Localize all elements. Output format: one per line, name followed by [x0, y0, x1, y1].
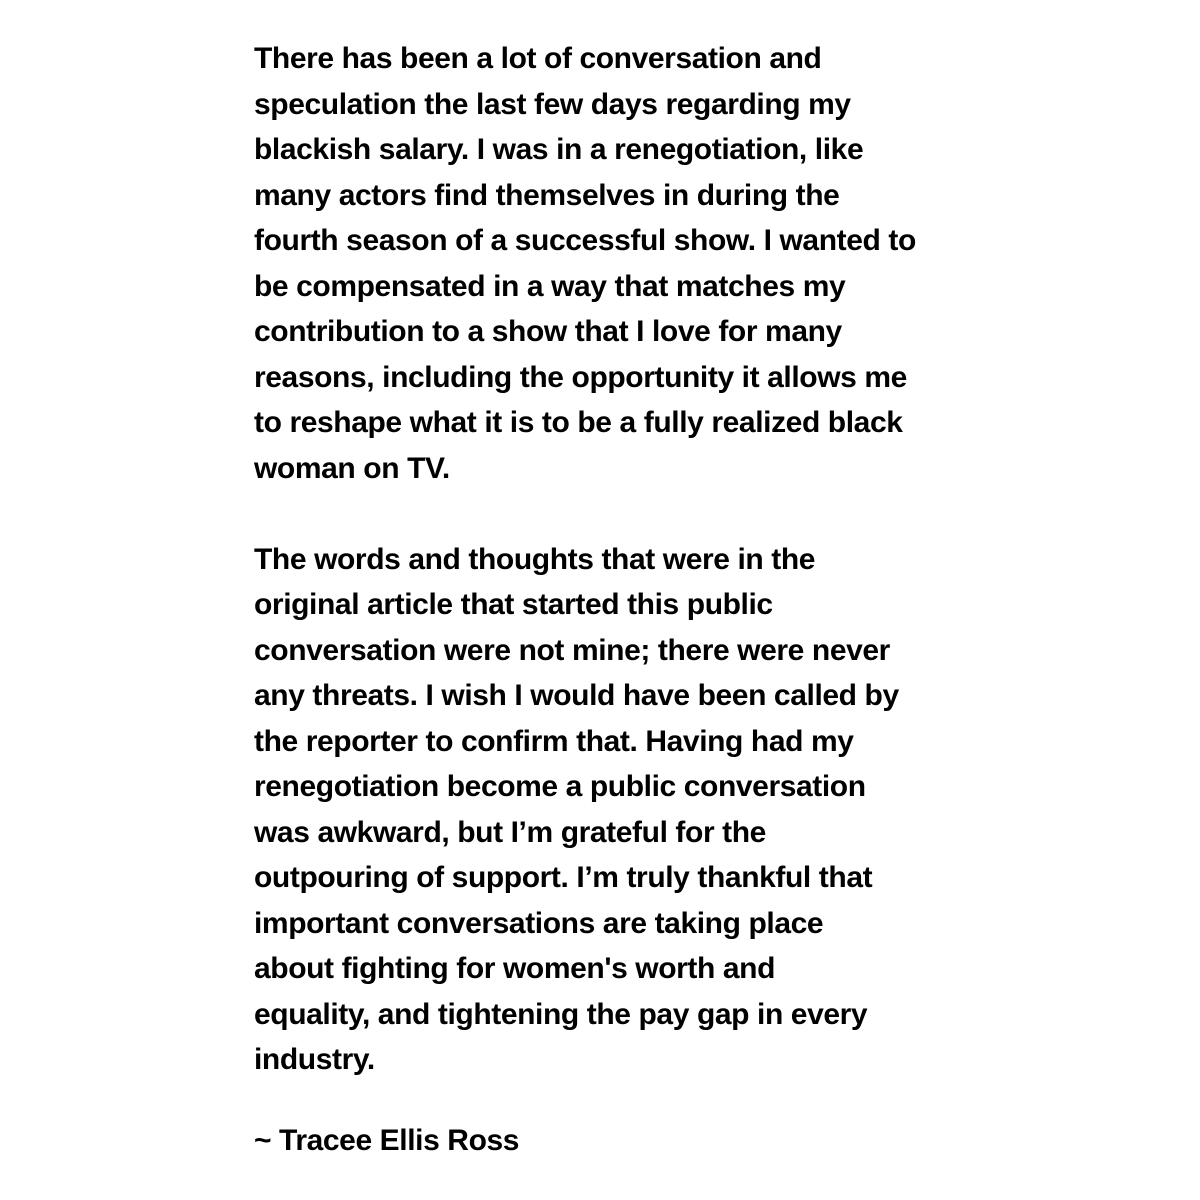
text-line: speculation the last few days regarding my: [254, 87, 851, 121]
statement-body: [254, 36, 954, 1083]
text-line: about fighting for women's worth and: [254, 952, 776, 985]
text-line: renegotiation become a public conversation: [254, 770, 866, 803]
paragraph-2: [254, 537, 954, 1083]
text-line: to reshape what it is to be a fully realized black: [254, 406, 903, 439]
text-line: There has been a lot of conversation and: [254, 42, 822, 75]
text-line: important conversations are taking place: [254, 906, 824, 940]
text-line: blackish salary. I was in a renegotiation, like: [254, 133, 864, 166]
text-line: any threats. I wish I would have been called by: [254, 679, 899, 712]
text-line: the reporter to confirm that. Having had my: [254, 724, 854, 758]
text-line: conversation were not mine; there were never: [254, 633, 890, 667]
signature: ~ Tracee Ellis Ross: [254, 1124, 520, 1157]
text-line: outpouring of support. I’m truly thankful that: [254, 861, 873, 894]
text-line: many actors find themselves in during the: [254, 178, 840, 212]
text-line: equality, and tightening the pay gap in every: [254, 997, 868, 1031]
text-line: industry.: [254, 1043, 375, 1076]
paragraph-1: [254, 36, 954, 491]
text-line: The words and thoughts that were in the: [254, 542, 816, 576]
text-line: woman on TV.: [254, 451, 450, 485]
text-line: be compensated in a way that matches my: [254, 269, 846, 303]
text-line: was awkward, but I’m grateful for the: [254, 815, 766, 849]
text-line: original article that started this public: [254, 588, 773, 621]
paragraph-spacer: [254, 491, 954, 537]
text-line: contribution to a show that I love for many: [254, 315, 842, 348]
text-line: reasons, including the opportunity it allows me: [254, 360, 907, 394]
text-line: fourth season of a successful show. I wanted to: [254, 224, 916, 257]
